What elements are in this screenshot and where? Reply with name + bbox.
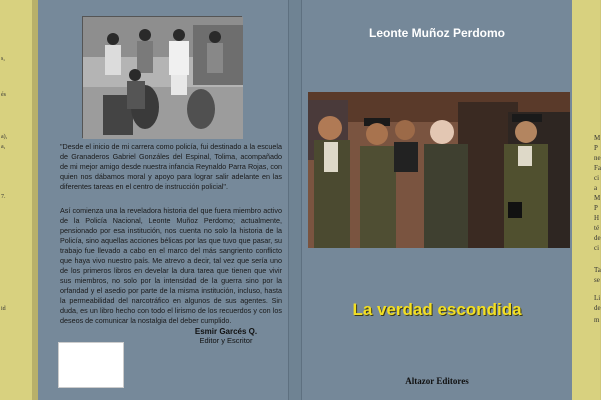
right-flap-fragment: Ta	[594, 266, 601, 274]
barcode-area	[58, 342, 124, 388]
left-flap-fragment: 7.	[1, 194, 6, 200]
police-ceremony-illustration	[308, 92, 570, 248]
left-flap-fragment: s,	[1, 56, 5, 62]
signature-name: Esmir Garcés Q.	[194, 327, 258, 336]
right-flap-fragment: ne	[594, 154, 601, 162]
right-flap-fragment: té	[594, 224, 600, 232]
right-flap	[572, 0, 600, 400]
right-flap-fragment: M	[594, 194, 601, 202]
right-flap-fragment: H	[594, 214, 600, 222]
right-flap-fragment: P	[594, 144, 598, 152]
group-photo-bw	[82, 16, 242, 138]
publisher-name: Altazor Editores	[405, 376, 469, 386]
right-flap-fragment: P	[594, 204, 598, 212]
spine	[288, 0, 302, 400]
author-name: Leonte Muñoz Perdomo	[369, 26, 505, 40]
right-flap-fragment: a	[594, 184, 598, 192]
left-flap-fragment: és	[1, 92, 6, 98]
right-flap-fragment: ci	[594, 244, 600, 252]
left-flap-fragment: a,	[1, 144, 6, 150]
right-flap-fragment: ci	[594, 174, 600, 182]
left-flap	[0, 0, 32, 400]
right-flap-fragment: de	[594, 304, 601, 312]
right-flap-fragment: Li	[594, 294, 601, 302]
left-flap-fragment: id	[1, 306, 6, 312]
signature-role: Editor y Escritor	[199, 336, 253, 345]
police-ceremony-photo	[308, 92, 570, 248]
right-flap-fragment: Fa	[594, 164, 601, 172]
right-flap-fragment: de	[594, 234, 601, 242]
group-photo-illustration	[83, 17, 243, 139]
left-flap-fragment: a),	[1, 134, 8, 140]
right-flap-fragment: m	[594, 316, 600, 324]
book-title: La verdad escondida	[352, 300, 522, 319]
right-flap-fragment: se	[594, 276, 600, 284]
back-cover-quote: "Desde el inicio de mi carrera como policía, fui destinado a la escuela de Granaderos Gabriel Gonzáles del Espinal, Tolima, acompañado de mi mejor amigo desde nuestra infancia Reynaldo Parra Rojas, con quien nos dábamos moral y apoyo para lograr salir adelante en las diferentes tareas en el centro de instrucción policial".	[60, 142, 282, 191]
back-cover-synopsis: Así comienza una la reveladora historia del que fuera miembro activo de la Policía Nacional, Leonte Muñoz Perdomo; actualmente, pensionado por esa institución, nos cuenta no solo la historia de la Policía, sino aquellas acciones bélicas por las que tuvo que pasar, su trabajo fue llevado a cabo en el marco del más sangriento conflicto que haya vivo nuestro país. Me atrevo a decir, tal vez que sería uno de los primeros libros en develar la dura tarea que tienen que vivir sus miembros, no solo por la intensidad de la guerra sino por la orfandad y el asedio por parte de la misma institución, incluso, hasta la permeabilidad del narcotráfico en algunos de sus agentes. Sin duda, es un libro hecho con todo el lirismo de los recuerdos y con los deseos de comunicar la nostalgia del deber cumplido.	[60, 206, 282, 325]
signature-block	[170, 327, 282, 345]
right-flap-fragment: M	[594, 134, 601, 142]
